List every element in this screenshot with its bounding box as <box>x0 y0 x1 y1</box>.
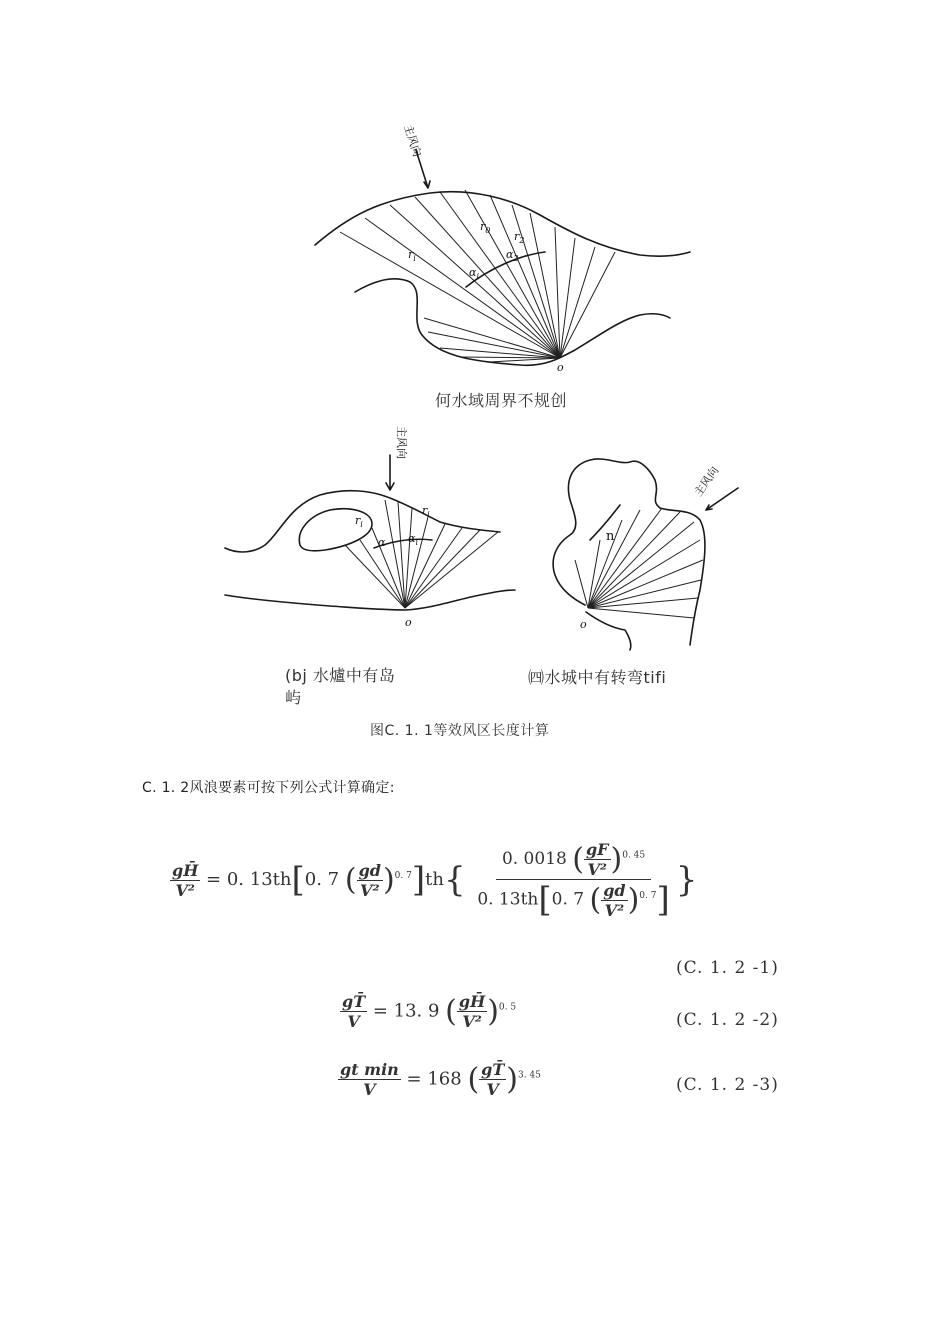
label-r0: $r_0$ <box>480 220 491 235</box>
figure-c-caption: ㈣水城中有转弯tifi <box>528 668 667 687</box>
label-alpha-i: $\alpha_i$ <box>469 266 479 281</box>
label-r2: $r_2$ <box>514 230 525 245</box>
figure-c-lower-shoreline <box>586 612 631 650</box>
label-b-rj: $r_i$ <box>422 504 430 519</box>
figure-title: 图C. 1. 1等效风区长度计算 <box>370 723 550 739</box>
label-alpha-2: $\alpha_2$ <box>506 248 519 263</box>
wind-arrow-c <box>706 488 738 510</box>
label-origin-a: o <box>557 361 564 374</box>
label-b-alpha-1: α <box>378 536 386 549</box>
wind-arrow-b <box>386 455 394 490</box>
figure-b-caption-line2: 屿 <box>285 688 302 707</box>
eq1-lhs-fraction: $\frac{gH̄}{\text{V²}}$ <box>172 860 199 900</box>
figure-b-island <box>220 420 520 630</box>
eq3-coef: = 168 <box>406 1068 462 1090</box>
equation-3: $\frac{\text{gt min}}{V}$ = 168 ( $\frac{gT̄}{V}$ )$^{3. 45}$ <box>340 1060 541 1099</box>
figure-b-island-outline <box>299 509 372 551</box>
figure-c-ray-12 <box>588 608 694 618</box>
figure-a-ray-2 <box>365 218 560 358</box>
figure-b-lower-shoreline <box>225 590 515 610</box>
label-ri: $r_i$ <box>408 248 416 263</box>
eq1-th: th <box>425 869 444 890</box>
equation-2-number: (C. 1. 2 -2) <box>676 1010 779 1030</box>
figure-a-ray-6 <box>465 190 560 358</box>
figure-a-ray-11 <box>560 238 575 358</box>
eq1-big-fraction: 0. 0018 ( $\frac{gF}{\text{V²}}$ )$^{0. 45}$ 0. 13th[0. 7 ( $\frac{gd}{\text{V²}}$ )$^{0. 7}$] <box>477 840 670 920</box>
figure-c-ray-4 <box>588 510 640 608</box>
eq2-lhs-fraction: $\frac{gT̄}{V}$ <box>342 992 366 1031</box>
figure-b-ray-5 <box>398 502 405 608</box>
figure-a-ray-1 <box>340 232 560 358</box>
figure-b-ray-1 <box>345 545 405 608</box>
equation-2: $\frac{gT̄}{V}$ = 13. 9 ( $\frac{gH̄}{\text{V²}}$ )$^{0. 5}$ <box>342 992 517 1031</box>
wind-direction-label-b: 主风向 <box>395 426 408 459</box>
figure-b-caption-line1: (bj 水爐中有岛 <box>285 666 396 685</box>
label-b-alpha-2: $\alpha_i$ <box>408 532 418 547</box>
equation-3-number: (C. 1. 2 -3) <box>676 1075 779 1095</box>
wind-direction-label-c: 主风向 <box>691 464 722 499</box>
equation-1-number: (C. 1. 2 -1) <box>676 958 779 978</box>
figure-a-caption: 何水域周界不规创 <box>435 391 568 410</box>
eq3-lhs-fraction: $\frac{\text{gt min}}{V}$ <box>340 1060 399 1099</box>
label-c-n: n <box>606 529 615 544</box>
figure-c-bend <box>540 440 760 650</box>
label-origin-c: o <box>580 618 587 631</box>
eq2-coef: = 13. 9 <box>372 1000 440 1022</box>
figure-c-ray-11 <box>588 598 698 608</box>
equation-1: $\frac{gH̄}{\text{V²}}$ = 0. 13th[0. 7 ( $\frac{gd}{\text{V²}}$ )$^{0. 7}$]th{ 0. 0018 ( $\frac{gF}{\text{V²}}$ )$^{0. 45}$ 0. 13th[0. 7 ( $\frac{gd}{\text{V²}}$ )$^{0. 7}$] } <box>172 840 698 920</box>
label-b-ri: $r_i$ <box>355 514 363 529</box>
figure-a-ray-3 <box>390 205 560 358</box>
eq1-coef: = 0. 13th <box>206 869 292 890</box>
figure-b-ray-4 <box>385 500 405 608</box>
label-origin-b: o <box>405 616 412 629</box>
wind-direction-label-a: 主风向 <box>401 122 424 159</box>
figure-b-caption <box>285 665 425 709</box>
section-paragraph: C. 1. 2风浪要素可按下列公式计算确定: <box>142 780 395 796</box>
figure-a-irregular-boundary <box>300 115 700 385</box>
figure-c-inner-coast <box>590 505 620 540</box>
